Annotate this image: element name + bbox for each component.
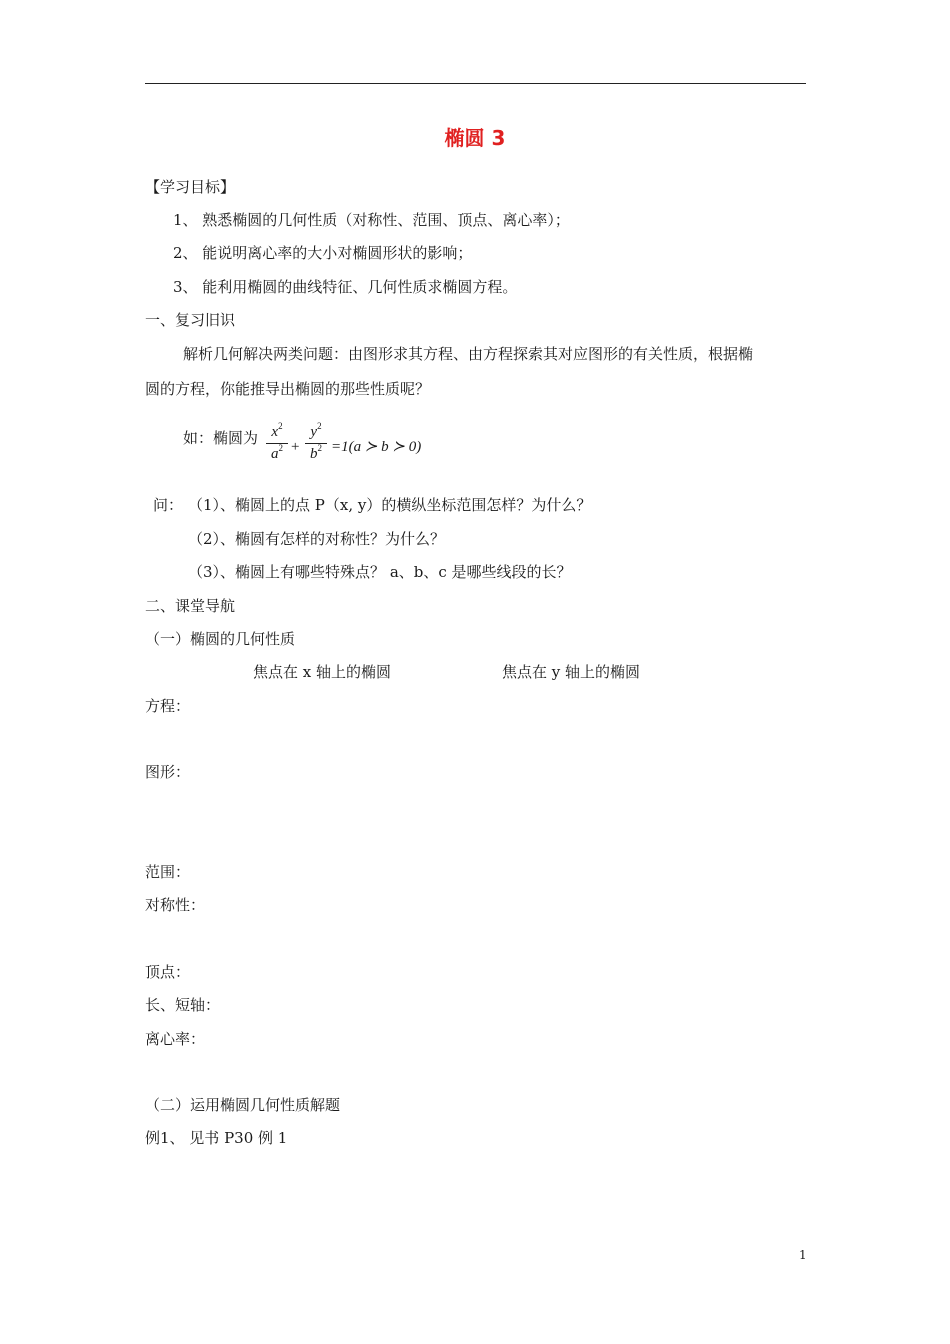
question-prefix: 问： (153, 496, 184, 514)
objective-item-2: 2、 能说明离心率的大小对椭圆形状的影响； (173, 244, 473, 262)
page-number: 1 (799, 1248, 807, 1262)
property-graph: 图形： (145, 763, 191, 781)
page-title: 椭圆 3 (444, 126, 506, 150)
objective-item-1: 1、 熟悉椭圆的几何性质（对称性、范围、顶点、离心率）； (173, 211, 570, 229)
column-heading-x-axis: 焦点在 x 轴上的椭圆 (253, 663, 391, 681)
frac1-numerator: x (271, 424, 279, 440)
section-geometric-properties: （一）椭圆的几何性质 (145, 630, 296, 648)
property-vertices: 顶点： (145, 963, 191, 981)
fraction-y-over-b (305, 421, 327, 462)
equation-rhs: =1(a ≻ b ≻ 0) (331, 439, 422, 455)
property-equation: 方程： (145, 697, 191, 715)
property-symmetry: 对称性： (145, 896, 206, 914)
question-1: （1）、椭圆上的点 P（x, y）的横纵坐标范围怎样？为什么？ (188, 496, 592, 514)
column-heading-y-axis: 焦点在 y 轴上的椭圆 (502, 663, 641, 681)
objectives-heading: 【学习目标】 (145, 178, 236, 196)
review-paragraph-line2: 圆的方程，你能推导出椭圆的那些性质呢？ (145, 380, 431, 398)
example-prefix: 如：椭圆为 (183, 429, 259, 447)
example-1: 例1、 见书 P30 例 1 (145, 1129, 288, 1147)
review-heading: 一、复习旧识 (145, 311, 236, 329)
frac2-numerator: y (310, 424, 318, 440)
frac1-num-exponent: 2 (278, 421, 283, 431)
objective-item-3: 3、 能利用椭圆的曲线特征、几何性质求椭圆方程。 (173, 278, 518, 296)
header-rule (145, 83, 806, 84)
frac2-den-exponent: 2 (317, 443, 322, 453)
question-2: （2）、椭圆有怎样的对称性？为什么？ (188, 530, 446, 548)
plus-sign: + (291, 439, 300, 455)
frac2-denominator: b (310, 446, 318, 462)
frac1-denominator: a (271, 446, 279, 462)
property-eccentricity: 离心率： (145, 1030, 206, 1048)
review-paragraph-line1: 解析几何解决两类问题：由图形求其方程、由方程探索其对应图形的有关性质，根据椭 (183, 345, 754, 363)
frac1-den-exponent: 2 (278, 443, 283, 453)
frac2-num-exponent: 2 (317, 421, 322, 431)
question-3: （3）、椭圆上有哪些特殊点？ a、b、c 是哪些线段的长？ (188, 563, 572, 581)
fraction-x-over-a (266, 421, 288, 462)
navigation-heading: 二、课堂导航 (145, 597, 236, 615)
property-axes: 长、短轴： (145, 996, 221, 1014)
property-range: 范围： (145, 863, 191, 881)
section-applications: （二）运用椭圆几何性质解题 (145, 1096, 341, 1114)
